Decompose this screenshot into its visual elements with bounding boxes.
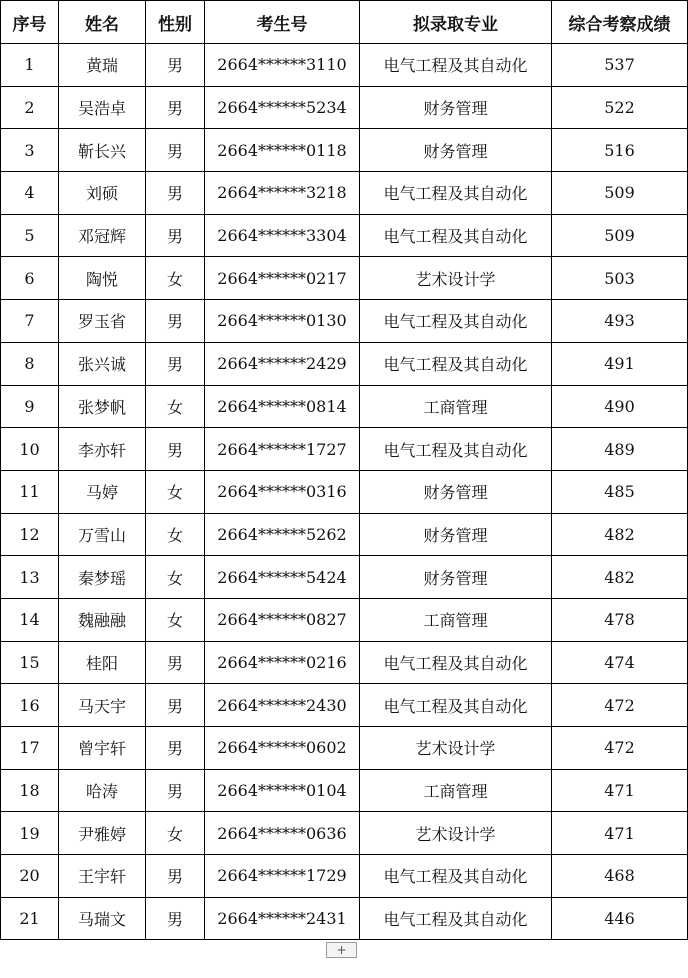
table-row bbox=[1, 598, 688, 641]
cell-major: 电气工程及其自动化 bbox=[360, 897, 552, 940]
cell-major: 财务管理 bbox=[360, 470, 552, 513]
cell-score: 503 bbox=[552, 257, 688, 300]
cell-index: 1 bbox=[1, 44, 59, 87]
cell-major: 财务管理 bbox=[360, 513, 552, 556]
cell-index: 10 bbox=[1, 428, 59, 471]
cell-exam-id: 2664******1729 bbox=[205, 855, 360, 898]
cell-name: 刘硕 bbox=[59, 172, 146, 215]
cell-gender: 男 bbox=[146, 86, 205, 129]
table-row bbox=[1, 86, 688, 129]
cell-gender: 男 bbox=[146, 342, 205, 385]
cell-exam-id: 2664******3304 bbox=[205, 214, 360, 257]
cell-index: 11 bbox=[1, 470, 59, 513]
cell-exam-id: 2664******5262 bbox=[205, 513, 360, 556]
cell-name: 王宇轩 bbox=[59, 855, 146, 898]
cell-major: 电气工程及其自动化 bbox=[360, 44, 552, 87]
cell-index: 8 bbox=[1, 342, 59, 385]
cell-gender: 男 bbox=[146, 172, 205, 215]
cell-gender: 女 bbox=[146, 598, 205, 641]
expand-button[interactable] bbox=[326, 942, 357, 958]
cell-gender: 女 bbox=[146, 556, 205, 599]
cell-index: 4 bbox=[1, 172, 59, 215]
plus-icon: + bbox=[336, 943, 347, 957]
cell-major: 财务管理 bbox=[360, 86, 552, 129]
cell-index: 16 bbox=[1, 684, 59, 727]
cell-score: 482 bbox=[552, 556, 688, 599]
cell-index: 3 bbox=[1, 129, 59, 172]
cell-exam-id: 2664******2431 bbox=[205, 897, 360, 940]
header-major: 拟录取专业 bbox=[360, 1, 552, 44]
cell-major: 电气工程及其自动化 bbox=[360, 300, 552, 343]
cell-index: 21 bbox=[1, 897, 59, 940]
cell-name: 陶悦 bbox=[59, 257, 146, 300]
table-row bbox=[1, 300, 688, 343]
cell-gender: 男 bbox=[146, 641, 205, 684]
cell-index: 15 bbox=[1, 641, 59, 684]
cell-exam-id: 2664******2429 bbox=[205, 342, 360, 385]
cell-exam-id: 2664******0827 bbox=[205, 598, 360, 641]
cell-exam-id: 2664******0217 bbox=[205, 257, 360, 300]
cell-major: 电气工程及其自动化 bbox=[360, 428, 552, 471]
cell-score: 478 bbox=[552, 598, 688, 641]
cell-name: 邓冠辉 bbox=[59, 214, 146, 257]
cell-name: 桂阳 bbox=[59, 641, 146, 684]
cell-gender: 男 bbox=[146, 44, 205, 87]
cell-name: 罗玉省 bbox=[59, 300, 146, 343]
cell-exam-id: 2664******2430 bbox=[205, 684, 360, 727]
table-row bbox=[1, 470, 688, 513]
cell-gender: 男 bbox=[146, 855, 205, 898]
cell-score: 482 bbox=[552, 513, 688, 556]
header-gender: 性别 bbox=[146, 1, 205, 44]
cell-major: 财务管理 bbox=[360, 556, 552, 599]
cell-gender: 男 bbox=[146, 428, 205, 471]
header-score: 综合考察成绩 bbox=[552, 1, 688, 44]
table-body bbox=[1, 44, 688, 940]
table-row bbox=[1, 897, 688, 940]
header-exam-id: 考生号 bbox=[205, 1, 360, 44]
cell-index: 9 bbox=[1, 385, 59, 428]
cell-score: 472 bbox=[552, 727, 688, 770]
table-row bbox=[1, 556, 688, 599]
table-row bbox=[1, 641, 688, 684]
cell-name: 万雪山 bbox=[59, 513, 146, 556]
cell-score: 491 bbox=[552, 342, 688, 385]
cell-score: 537 bbox=[552, 44, 688, 87]
cell-index: 12 bbox=[1, 513, 59, 556]
cell-score: 493 bbox=[552, 300, 688, 343]
cell-gender: 男 bbox=[146, 129, 205, 172]
cell-score: 509 bbox=[552, 214, 688, 257]
table-row bbox=[1, 769, 688, 812]
cell-name: 黄瑞 bbox=[59, 44, 146, 87]
cell-exam-id: 2664******0814 bbox=[205, 385, 360, 428]
cell-score: 471 bbox=[552, 812, 688, 855]
cell-gender: 女 bbox=[146, 385, 205, 428]
cell-name: 尹雅婷 bbox=[59, 812, 146, 855]
cell-index: 2 bbox=[1, 86, 59, 129]
cell-name: 马天宇 bbox=[59, 684, 146, 727]
cell-exam-id: 2664******5234 bbox=[205, 86, 360, 129]
cell-gender: 男 bbox=[146, 214, 205, 257]
cell-name: 张兴诚 bbox=[59, 342, 146, 385]
cell-exam-id: 2664******0130 bbox=[205, 300, 360, 343]
cell-name: 曾宇轩 bbox=[59, 727, 146, 770]
table-row bbox=[1, 812, 688, 855]
cell-exam-id: 2664******0216 bbox=[205, 641, 360, 684]
cell-major: 工商管理 bbox=[360, 598, 552, 641]
cell-major: 工商管理 bbox=[360, 385, 552, 428]
table-row bbox=[1, 428, 688, 471]
cell-score: 472 bbox=[552, 684, 688, 727]
table-row bbox=[1, 513, 688, 556]
cell-score: 516 bbox=[552, 129, 688, 172]
cell-major: 电气工程及其自动化 bbox=[360, 641, 552, 684]
header-index: 序号 bbox=[1, 1, 59, 44]
cell-index: 20 bbox=[1, 855, 59, 898]
table-row bbox=[1, 172, 688, 215]
cell-major: 工商管理 bbox=[360, 769, 552, 812]
table-row bbox=[1, 129, 688, 172]
table-header-row bbox=[1, 1, 688, 44]
cell-score: 489 bbox=[552, 428, 688, 471]
cell-name: 秦梦瑶 bbox=[59, 556, 146, 599]
table-row bbox=[1, 855, 688, 898]
cell-gender: 男 bbox=[146, 727, 205, 770]
cell-gender: 男 bbox=[146, 769, 205, 812]
cell-gender: 女 bbox=[146, 513, 205, 556]
cell-index: 14 bbox=[1, 598, 59, 641]
cell-gender: 女 bbox=[146, 257, 205, 300]
cell-major: 财务管理 bbox=[360, 129, 552, 172]
cell-score: 468 bbox=[552, 855, 688, 898]
cell-score: 522 bbox=[552, 86, 688, 129]
cell-score: 474 bbox=[552, 641, 688, 684]
cell-exam-id: 2664******0636 bbox=[205, 812, 360, 855]
cell-exam-id: 2664******0104 bbox=[205, 769, 360, 812]
cell-index: 17 bbox=[1, 727, 59, 770]
cell-name: 张梦帆 bbox=[59, 385, 146, 428]
cell-major: 艺术设计学 bbox=[360, 257, 552, 300]
table-row bbox=[1, 385, 688, 428]
table-row bbox=[1, 44, 688, 87]
cell-score: 471 bbox=[552, 769, 688, 812]
cell-exam-id: 2664******3110 bbox=[205, 44, 360, 87]
header-name: 姓名 bbox=[59, 1, 146, 44]
cell-exam-id: 2664******0118 bbox=[205, 129, 360, 172]
cell-gender: 男 bbox=[146, 897, 205, 940]
cell-score: 485 bbox=[552, 470, 688, 513]
cell-gender: 男 bbox=[146, 684, 205, 727]
cell-name: 吴浩卓 bbox=[59, 86, 146, 129]
cell-major: 电气工程及其自动化 bbox=[360, 342, 552, 385]
cell-index: 5 bbox=[1, 214, 59, 257]
cell-name: 靳长兴 bbox=[59, 129, 146, 172]
cell-score: 490 bbox=[552, 385, 688, 428]
cell-exam-id: 2664******0316 bbox=[205, 470, 360, 513]
cell-index: 7 bbox=[1, 300, 59, 343]
cell-name: 马婷 bbox=[59, 470, 146, 513]
cell-exam-id: 2664******3218 bbox=[205, 172, 360, 215]
cell-index: 19 bbox=[1, 812, 59, 855]
cell-index: 13 bbox=[1, 556, 59, 599]
cell-gender: 女 bbox=[146, 470, 205, 513]
table-row bbox=[1, 727, 688, 770]
cell-exam-id: 2664******0602 bbox=[205, 727, 360, 770]
cell-major: 电气工程及其自动化 bbox=[360, 172, 552, 215]
table-row bbox=[1, 342, 688, 385]
cell-name: 马瑞文 bbox=[59, 897, 146, 940]
cell-gender: 女 bbox=[146, 812, 205, 855]
cell-major: 艺术设计学 bbox=[360, 812, 552, 855]
cell-score: 446 bbox=[552, 897, 688, 940]
cell-index: 6 bbox=[1, 257, 59, 300]
cell-major: 电气工程及其自动化 bbox=[360, 684, 552, 727]
cell-score: 509 bbox=[552, 172, 688, 215]
cell-name: 哈涛 bbox=[59, 769, 146, 812]
cell-major: 电气工程及其自动化 bbox=[360, 855, 552, 898]
table-row bbox=[1, 214, 688, 257]
cell-exam-id: 2664******5424 bbox=[205, 556, 360, 599]
table-row bbox=[1, 257, 688, 300]
cell-index: 18 bbox=[1, 769, 59, 812]
cell-exam-id: 2664******1727 bbox=[205, 428, 360, 471]
table-row bbox=[1, 684, 688, 727]
cell-gender: 男 bbox=[146, 300, 205, 343]
cell-name: 魏融融 bbox=[59, 598, 146, 641]
cell-name: 李亦轩 bbox=[59, 428, 146, 471]
cell-major: 电气工程及其自动化 bbox=[360, 214, 552, 257]
cell-major: 艺术设计学 bbox=[360, 727, 552, 770]
